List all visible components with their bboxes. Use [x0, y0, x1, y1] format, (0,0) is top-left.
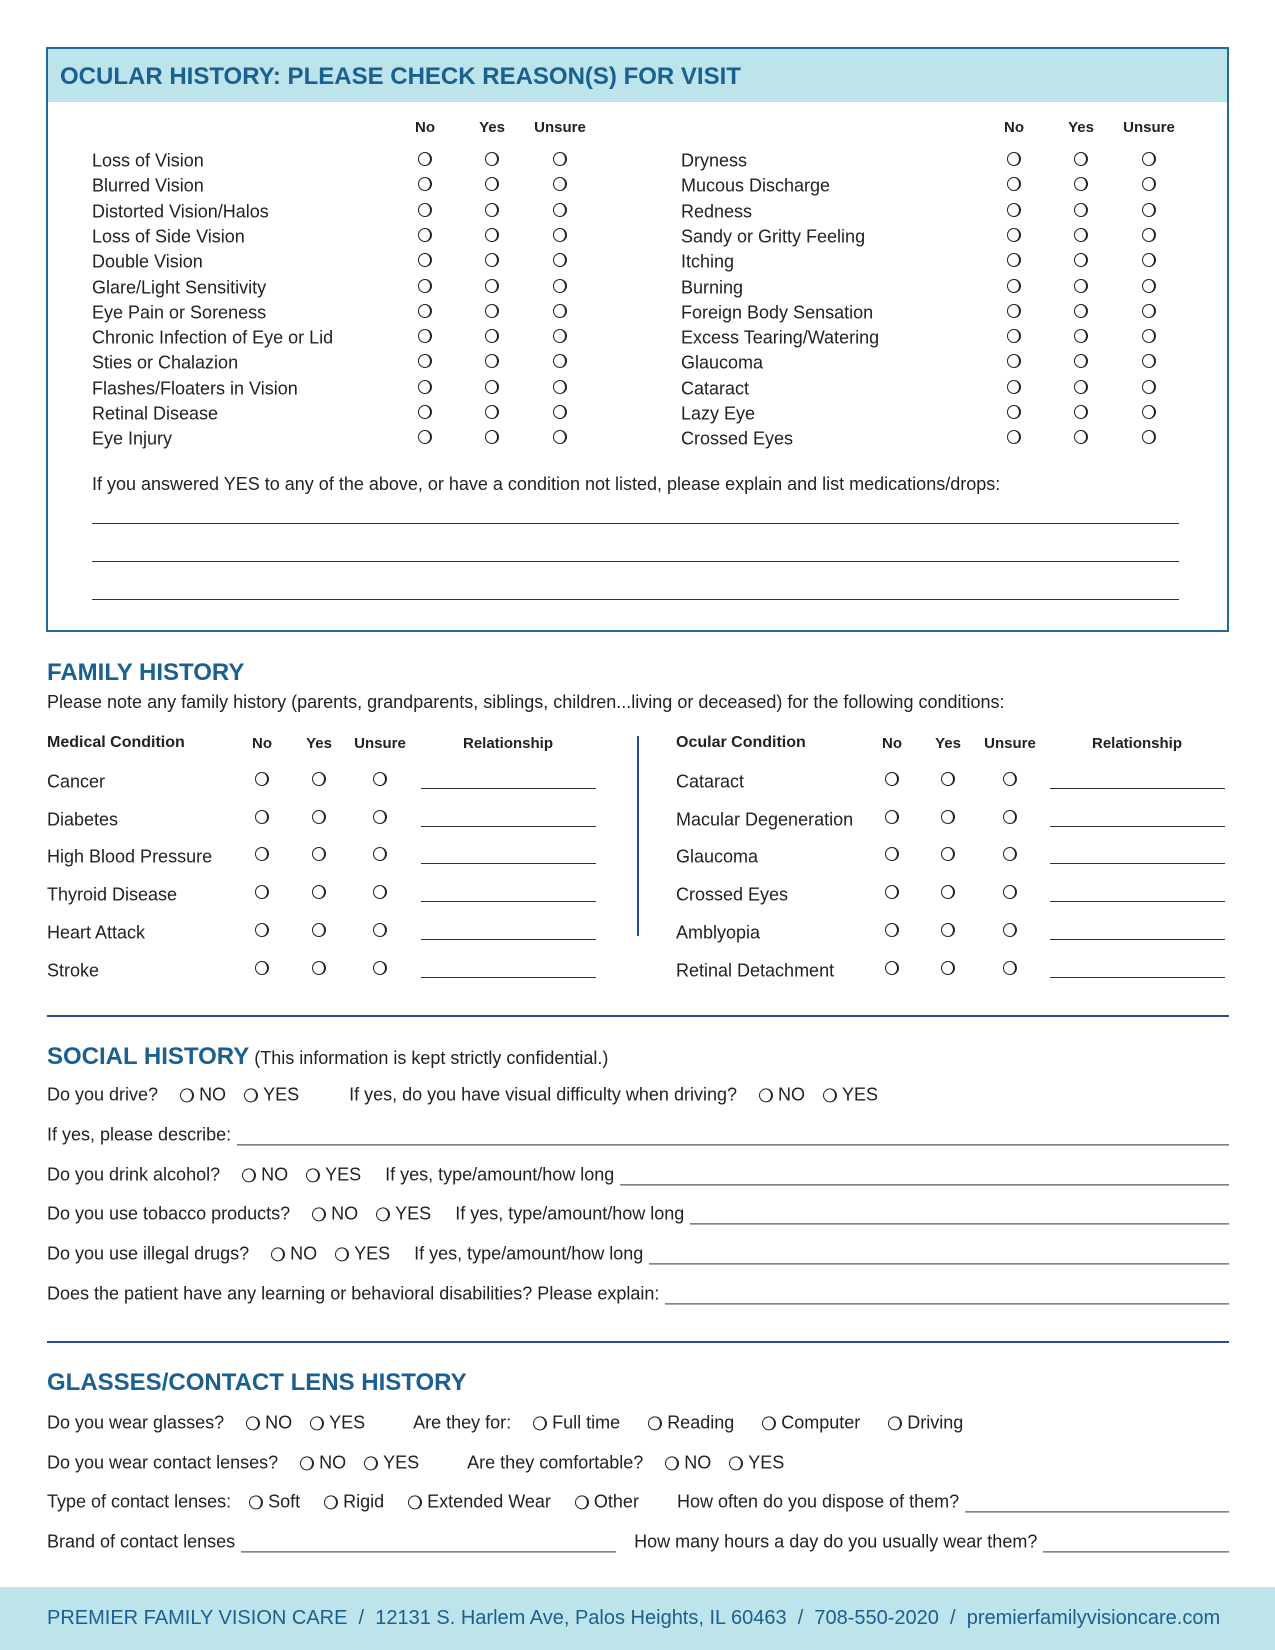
label: Do you drive?: [47, 1084, 159, 1105]
condition-label: Cancer: [47, 771, 106, 792]
relationship-input[interactable]: [1050, 863, 1225, 864]
option-yes[interactable]: [823, 1084, 878, 1105]
radio-unsure[interactable]: [1142, 152, 1156, 166]
option-label: NO: [199, 1084, 227, 1105]
option-no[interactable]: [665, 1452, 711, 1473]
radio-button[interactable]: [823, 1088, 837, 1102]
option-extended[interactable]: [408, 1491, 551, 1512]
radio-unsure[interactable]: [1142, 304, 1156, 318]
radio-button[interactable]: [324, 1495, 338, 1509]
radio-no[interactable]: [1007, 152, 1021, 166]
radio-yes[interactable]: [312, 885, 326, 899]
label: Are they comfortable?: [467, 1452, 644, 1473]
radio-button[interactable]: [408, 1495, 422, 1509]
radio-yes[interactable]: [312, 847, 326, 861]
column-header-unsure: Unsure: [534, 119, 586, 136]
radio-button[interactable]: [180, 1088, 194, 1102]
relationship-input[interactable]: [421, 939, 596, 940]
option-yes[interactable]: [335, 1243, 390, 1264]
radio-button[interactable]: [244, 1088, 258, 1102]
family-history-title: FAMILY HISTORY: [47, 659, 245, 686]
radio-unsure[interactable]: [373, 772, 387, 786]
radio-no[interactable]: [418, 329, 432, 343]
option-label: YES: [841, 1084, 879, 1105]
option-label: NO: [331, 1203, 359, 1224]
radio-unsure[interactable]: [553, 430, 567, 444]
option-label: YES: [354, 1243, 391, 1264]
glasses-row: [47, 1412, 1229, 1433]
radio-button[interactable]: [762, 1416, 776, 1430]
label: Brand of contact lenses: [47, 1531, 236, 1552]
radio-yes[interactable]: [1074, 152, 1088, 166]
condition-label: Amblyopia: [676, 922, 761, 943]
option-no[interactable]: [246, 1412, 292, 1433]
column-header-unsure: Unsure: [984, 735, 1036, 752]
option-no[interactable]: [271, 1243, 317, 1264]
option-label: NO: [290, 1243, 318, 1264]
column-header-yes: Yes: [1068, 119, 1094, 136]
condition-label: Mucous Discharge: [681, 175, 831, 196]
condition-label: Chronic Infection of Eye or Lid: [92, 327, 334, 348]
radio-yes[interactable]: [485, 152, 499, 166]
radio-no[interactable]: [255, 810, 269, 824]
divider: [47, 1341, 1229, 1343]
column-header-yes: Yes: [479, 119, 505, 136]
radio-unsure[interactable]: [373, 923, 387, 937]
describe-row: [47, 1124, 1229, 1145]
radio-unsure[interactable]: [1142, 380, 1156, 394]
radio-unsure[interactable]: [553, 329, 567, 343]
option-reading[interactable]: [648, 1412, 734, 1433]
condition-label: Dryness: [681, 150, 748, 171]
radio-no[interactable]: [255, 923, 269, 937]
option-label: NO: [261, 1164, 289, 1185]
condition-label: Sandy or Gritty Feeling: [681, 226, 866, 247]
brand-row: [47, 1531, 1229, 1552]
condition-label: Glare/Light Sensitivity: [92, 277, 267, 297]
radio-yes[interactable]: [1074, 380, 1088, 394]
footer-text: PREMIER FAMILY VISION CARE / 12131 S. Harlem Ave, Palos Heights, IL 60463 / 708-550-2020 / premierfamilyvisioncare.com: [47, 1607, 1221, 1629]
radio-no[interactable]: [418, 203, 432, 217]
radio-button[interactable]: [376, 1207, 390, 1221]
radio-yes[interactable]: [1074, 253, 1088, 267]
tobacco-row: [47, 1203, 1229, 1224]
radio-button[interactable]: [648, 1416, 662, 1430]
radio-unsure[interactable]: [553, 380, 567, 394]
condition-label: Macular Degeneration: [676, 809, 854, 830]
explain-line-2[interactable]: [92, 561, 1179, 562]
disabilities-row: [47, 1283, 1229, 1304]
label: Do you wear glasses?: [47, 1412, 225, 1433]
ocular-explain-text: If you answered YES to any of the above, or have a condition not listed, please explain and list medications/drops:: [92, 474, 1001, 494]
relationship-input[interactable]: [421, 788, 596, 789]
label: Do you drink alcohol?: [47, 1164, 221, 1185]
relationship-input[interactable]: [1050, 826, 1225, 827]
column-header-no: No: [252, 735, 272, 752]
text-input-line[interactable]: [620, 1169, 1229, 1185]
radio-no[interactable]: [1007, 380, 1021, 394]
radio-yes[interactable]: [485, 177, 499, 191]
column-header-yes: Yes: [306, 735, 332, 752]
option-yes[interactable]: [729, 1452, 784, 1473]
radio-unsure[interactable]: [553, 304, 567, 318]
option-label: Extended Wear: [427, 1491, 551, 1512]
radio-button[interactable]: [364, 1456, 378, 1470]
radio-no[interactable]: [885, 923, 899, 937]
option-label: Other: [593, 1491, 639, 1512]
condition-label: Foreign Body Sensation: [681, 302, 874, 323]
text-input-line[interactable]: [649, 1248, 1229, 1264]
radio-yes[interactable]: [485, 279, 499, 293]
drugs-row: [47, 1243, 1229, 1264]
condition-label: Cataract: [676, 771, 745, 792]
radio-yes[interactable]: [1074, 430, 1088, 444]
relationship-input[interactable]: [421, 977, 596, 978]
radio-unsure[interactable]: [1142, 203, 1156, 217]
radio-yes[interactable]: [1074, 354, 1088, 368]
radio-no[interactable]: [1007, 430, 1021, 444]
option-label: YES: [325, 1164, 362, 1185]
condition-label: Loss of Vision: [92, 150, 204, 171]
label: If yes, type/amount/how long: [414, 1243, 644, 1264]
relationship-input[interactable]: [1050, 901, 1225, 902]
radio-yes[interactable]: [485, 203, 499, 217]
radio-no[interactable]: [418, 304, 432, 318]
condition-label: Double Vision: [92, 251, 203, 272]
radio-button[interactable]: [271, 1247, 285, 1261]
text-input-line[interactable]: [965, 1496, 1229, 1512]
option-label: Reading: [667, 1412, 735, 1433]
radio-unsure[interactable]: [373, 885, 387, 899]
radio-yes[interactable]: [485, 354, 499, 368]
radio-unsure[interactable]: [553, 279, 567, 293]
radio-yes[interactable]: [312, 923, 326, 937]
radio-button[interactable]: [729, 1456, 743, 1470]
condition-label: Loss of Side Vision: [92, 226, 245, 247]
condition-label: Flashes/Floaters in Vision: [92, 378, 298, 399]
condition-label: Eye Injury: [92, 428, 173, 449]
label: If yes, type/amount/how long: [385, 1164, 615, 1185]
radio-yes[interactable]: [312, 961, 326, 975]
alcohol-row: [47, 1164, 1229, 1185]
radio-unsure[interactable]: [553, 354, 567, 368]
condition-label: Itching: [681, 251, 735, 272]
radio-button[interactable]: [246, 1416, 260, 1430]
radio-unsure[interactable]: [1142, 177, 1156, 191]
radio-no[interactable]: [1007, 354, 1021, 368]
relationship-input[interactable]: [1050, 939, 1225, 940]
radio-no[interactable]: [418, 152, 432, 166]
relationship-input[interactable]: [1050, 788, 1225, 789]
option-no[interactable]: [312, 1203, 358, 1224]
radio-no[interactable]: [885, 885, 899, 899]
condition-label: Retinal Detachment: [676, 960, 835, 980]
social-history-note: (This information is kept strictly confidential.): [254, 1048, 609, 1068]
radio-button[interactable]: [242, 1168, 256, 1182]
option-no[interactable]: [242, 1164, 288, 1185]
radio-no[interactable]: [1007, 329, 1021, 343]
condition-label: Crossed Eyes: [681, 428, 794, 449]
condition-label: Distorted Vision/Halos: [92, 201, 269, 222]
radio-unsure[interactable]: [1142, 279, 1156, 293]
radio-unsure[interactable]: [1142, 253, 1156, 267]
condition-label: High Blood Pressure: [47, 846, 213, 867]
radio-no[interactable]: [1007, 177, 1021, 191]
radio-button[interactable]: [300, 1456, 314, 1470]
radio-button[interactable]: [249, 1495, 263, 1509]
radio-yes[interactable]: [1074, 203, 1088, 217]
radio-unsure[interactable]: [553, 152, 567, 166]
radio-no[interactable]: [255, 885, 269, 899]
radio-no[interactable]: [418, 177, 432, 191]
social-history-heading: [47, 1043, 608, 1071]
radio-unsure[interactable]: [373, 961, 387, 975]
radio-yes[interactable]: [1074, 279, 1088, 293]
radio-no[interactable]: [418, 279, 432, 293]
column-header-no: No: [415, 119, 435, 136]
explain-line-3[interactable]: [92, 599, 1179, 600]
condition-label: Lazy Eye: [681, 403, 756, 424]
radio-yes[interactable]: [312, 772, 326, 786]
radio-yes[interactable]: [1074, 405, 1088, 419]
condition-label: Heart Attack: [47, 922, 146, 943]
radio-unsure[interactable]: [1142, 329, 1156, 343]
contact-type-row: [47, 1491, 1229, 1512]
radio-unsure[interactable]: [553, 228, 567, 242]
text-input-line[interactable]: [237, 1129, 1229, 1145]
radio-no[interactable]: [418, 253, 432, 267]
radio-yes[interactable]: [941, 885, 955, 899]
option-label: NO: [777, 1084, 805, 1105]
family-column-header: Ocular Condition: [676, 734, 806, 751]
radio-yes[interactable]: [941, 847, 955, 861]
option-label: Soft: [268, 1491, 301, 1512]
option-yes[interactable]: [310, 1412, 365, 1433]
radio-yes[interactable]: [485, 228, 499, 242]
drive-row: [47, 1084, 1229, 1105]
option-driving[interactable]: [888, 1412, 963, 1433]
column-header-unsure: Unsure: [1123, 119, 1175, 136]
radio-unsure[interactable]: [1142, 228, 1156, 242]
radio-unsure[interactable]: [1142, 430, 1156, 444]
radio-yes[interactable]: [485, 380, 499, 394]
divider: [47, 1015, 1229, 1017]
text-input-line[interactable]: [690, 1208, 1229, 1224]
column-header-unsure: Unsure: [354, 735, 406, 752]
radio-unsure[interactable]: [1142, 405, 1156, 419]
condition-label: Burning: [681, 277, 744, 297]
relationship-input[interactable]: [421, 863, 596, 864]
radio-no[interactable]: [885, 772, 899, 786]
radio-yes[interactable]: [1074, 329, 1088, 343]
radio-no[interactable]: [885, 810, 899, 824]
radio-unsure[interactable]: [553, 177, 567, 191]
option-yes[interactable]: [306, 1164, 361, 1185]
option-full_time[interactable]: [533, 1412, 620, 1433]
option-label: NO: [319, 1452, 347, 1473]
label: If yes, type/amount/how long: [455, 1203, 685, 1224]
condition-label: Redness: [681, 201, 753, 222]
radio-yes[interactable]: [941, 923, 955, 937]
radio-button[interactable]: [575, 1495, 589, 1509]
column-header-no: No: [882, 735, 902, 752]
relationship-header: Relationship: [462, 735, 554, 752]
radio-button[interactable]: [310, 1416, 324, 1430]
radio-unsure[interactable]: [553, 405, 567, 419]
radio-no[interactable]: [418, 380, 432, 394]
radio-unsure[interactable]: [553, 203, 567, 217]
radio-yes[interactable]: [485, 329, 499, 343]
option-rigid[interactable]: [324, 1491, 384, 1512]
label: Do you use illegal drugs?: [47, 1243, 250, 1264]
radio-unsure[interactable]: [1003, 885, 1017, 899]
radio-no[interactable]: [418, 405, 432, 419]
radio-yes[interactable]: [485, 253, 499, 267]
radio-yes[interactable]: [1074, 304, 1088, 318]
condition-label: Sties or Chalazion: [92, 352, 239, 373]
option-label: Full time: [552, 1412, 621, 1433]
option-label: YES: [395, 1203, 432, 1224]
radio-yes[interactable]: [485, 405, 499, 419]
option-label: YES: [383, 1452, 420, 1473]
radio-no[interactable]: [1007, 228, 1021, 242]
radio-unsure[interactable]: [553, 253, 567, 267]
option-label: YES: [329, 1412, 366, 1433]
radio-no[interactable]: [255, 847, 269, 861]
option-other[interactable]: [575, 1491, 639, 1512]
option-yes[interactable]: [244, 1084, 299, 1105]
radio-button[interactable]: [759, 1088, 773, 1102]
social-history-title: SOCIAL HISTORY: [47, 1043, 250, 1070]
column-header-no: No: [1004, 119, 1024, 136]
radio-unsure[interactable]: [1142, 354, 1156, 368]
radio-no[interactable]: [255, 961, 269, 975]
option-label: Driving: [907, 1412, 964, 1433]
radio-unsure[interactable]: [373, 810, 387, 824]
label: Do you wear contact lenses?: [47, 1452, 279, 1473]
contacts-row: [47, 1452, 1229, 1473]
ocular-title: OCULAR HISTORY: PLEASE CHECK REASON(S) FOR VISIT: [60, 63, 741, 90]
relationship-input[interactable]: [421, 901, 596, 902]
text-input-line[interactable]: [1043, 1536, 1229, 1552]
radio-button[interactable]: [888, 1416, 902, 1430]
text-input-line[interactable]: [241, 1536, 616, 1552]
radio-no[interactable]: [418, 354, 432, 368]
condition-label: Blurred Vision: [92, 175, 204, 196]
option-label: YES: [748, 1452, 785, 1473]
option-yes[interactable]: [376, 1203, 431, 1224]
label: Are they for:: [413, 1412, 512, 1433]
option-no[interactable]: [180, 1084, 226, 1105]
radio-no[interactable]: [885, 961, 899, 975]
radio-no[interactable]: [1007, 279, 1021, 293]
radio-button[interactable]: [306, 1168, 320, 1182]
option-soft[interactable]: [249, 1491, 300, 1512]
radio-button[interactable]: [335, 1247, 349, 1261]
radio-yes[interactable]: [941, 772, 955, 786]
column-header-yes: Yes: [935, 735, 961, 752]
radio-no[interactable]: [1007, 304, 1021, 318]
radio-no[interactable]: [1007, 203, 1021, 217]
relationship-input[interactable]: [1050, 977, 1225, 978]
radio-yes[interactable]: [941, 961, 955, 975]
radio-yes[interactable]: [1074, 177, 1088, 191]
option-label: Rigid: [343, 1491, 385, 1512]
label: If yes, please describe:: [47, 1124, 232, 1145]
option-computer[interactable]: [762, 1412, 860, 1433]
condition-label: Glaucoma: [676, 846, 759, 867]
condition-label: Excess Tearing/Watering: [681, 327, 880, 348]
radio-yes[interactable]: [485, 430, 499, 444]
radio-button[interactable]: [533, 1416, 547, 1430]
radio-yes[interactable]: [1074, 228, 1088, 242]
option-no[interactable]: [759, 1084, 805, 1105]
radio-no[interactable]: [885, 847, 899, 861]
glasses-history-title: GLASSES/CONTACT LENS HISTORY: [47, 1369, 467, 1396]
label: How often do you dispose of them?: [676, 1491, 960, 1512]
option-label: YES: [263, 1084, 300, 1105]
label: Does the patient have any learning or behavioral disabilities? Please explain:: [47, 1283, 660, 1304]
radio-button[interactable]: [312, 1207, 326, 1221]
radio-unsure[interactable]: [373, 847, 387, 861]
option-yes[interactable]: [364, 1452, 419, 1473]
option-label: NO: [684, 1452, 712, 1473]
radio-yes[interactable]: [485, 304, 499, 318]
condition-label: Crossed Eyes: [676, 884, 789, 905]
option-no[interactable]: [300, 1452, 346, 1473]
option-label: NO: [265, 1412, 293, 1433]
radio-no[interactable]: [418, 228, 432, 242]
condition-label: Stroke: [47, 960, 100, 980]
label: If yes, do you have visual difficulty when driving?: [349, 1084, 737, 1105]
label: Type of contact lenses:: [47, 1491, 232, 1512]
radio-unsure[interactable]: [1003, 923, 1017, 937]
family-history-subtitle: Please note any family history (parents, grandparents, siblings, children...living or deceased) for the following conditions:: [47, 692, 1005, 712]
radio-button[interactable]: [665, 1456, 679, 1470]
family-divider: [637, 736, 639, 936]
label: Do you use tobacco products?: [47, 1203, 291, 1224]
condition-label: Eye Pain or Soreness: [92, 302, 267, 323]
radio-no[interactable]: [1007, 405, 1021, 419]
radio-yes[interactable]: [312, 810, 326, 824]
radio-no[interactable]: [1007, 253, 1021, 267]
ocular-header-band: [48, 49, 1227, 102]
radio-unsure[interactable]: [1003, 772, 1017, 786]
condition-label: Thyroid Disease: [47, 884, 178, 905]
condition-label: Retinal Disease: [92, 403, 219, 424]
relationship-header: Relationship: [1091, 735, 1183, 752]
relationship-input[interactable]: [421, 826, 596, 827]
family-column-header: Medical Condition: [47, 734, 185, 751]
radio-unsure[interactable]: [1003, 810, 1017, 824]
radio-unsure[interactable]: [1003, 961, 1017, 975]
explain-line-1[interactable]: [92, 523, 1179, 524]
radio-no[interactable]: [255, 772, 269, 786]
label: How many hours a day do you usually wear them?: [634, 1531, 1038, 1552]
text-input-line[interactable]: [665, 1288, 1229, 1304]
condition-label: Diabetes: [47, 809, 119, 830]
radio-yes[interactable]: [941, 810, 955, 824]
footer: [0, 1587, 1275, 1650]
condition-label: Glaucoma: [681, 352, 764, 373]
option-label: Computer: [781, 1412, 861, 1433]
condition-label: Cataract: [681, 378, 750, 399]
radio-unsure[interactable]: [1003, 847, 1017, 861]
radio-no[interactable]: [418, 430, 432, 444]
